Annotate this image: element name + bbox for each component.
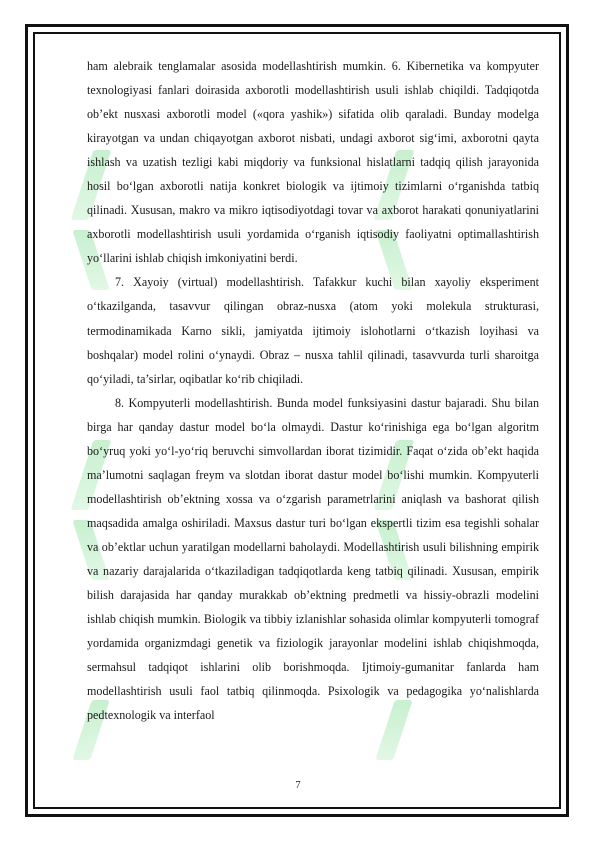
paragraph: ham alebraik tenglamalar asosida modellashtirish mumkin. 6. Kibernetika va kompyuter texnologiyasi fanlari doirasida axborotli modellashtirish usuli ishlab chiqildi. Tadqiqotda ob’ekt nusxasi axborotli model («qora yashik») sifatida olib qaraladi. Bunday modelga kirayotgan va undan chiqayotgan axborot nisbati, undagi axborot sig‘imi, axborotni qayta ishlash va uzatish tezligi kabi miqdoriy va funksional hislatlarni tadqiq qilish jarayonida hosil bo‘lgan axborotli natija konkret biologik va ijtimoiy tizimlarni o‘rganishda tatbiq qilinadi. Xususan, makro va mikro iqtisodiyotdagi tovar va axborot harakati qonuniyatlarini axborotli modellashtirish usuli yordamida o‘rganish iqtisodiy faoliyatni optimallashtirish yo‘llarini ishlab chiqish imkoniyatini berdi. — [87, 59, 539, 266]
page-number: 7 — [295, 780, 301, 791]
body-text — [87, 54, 539, 727]
paragraph: 7. Xayoiy (virtual) modellashtirish. Tafakkur kuchi bilan xayoliy eksperiment o‘tkazilganda, tasavvur qilingan obraz-nusxa (atom yoki molekula strukturasi, termodinamikada Karno sikli, jamiyatda ijtimoiy islohotlarni o‘tkazish loyihasi va boshqalar) model rolini o‘ynaydi. Obraz – nusxa tahlil qilinadi, tasavvurda turli sharoitga qo‘yiladi, ta’sirlar, oqibatlar ko‘rib chiqiladi. — [87, 275, 539, 386]
paragraph: 8. Kompyuterli modellashtirish. Bunda model funksiyasini dastur bajaradi. Shu bilan birga har qanday dastur model bo‘la olmaydi. Dastur ko‘rinishiga ega bo‘lgan algoritm bo‘yruq yoki yo‘l-yo‘riq beruvchi simvollardan iborat tizimidir. Faqat o‘zida ob’ekt haqida ma’lumotni saqlagan freym va slotdan iborat dastur model bo‘lishi mumkin. Kompyuterli modellashtirish ob’ektning xossa va o‘zgarish parametrlarini aniqlash va bashorat qilish maqsadida amalga oshiriladi. Maxsus dastur turi bo‘lgan ekspertli tizim esa tegishli sohalar va ob’ektlar uchun yaratilgan modellarni baholaydi. Modellashtirish usuli bilishning empirik va nazariy darajalarida o‘tkaziladigan tadqiqotlarda keng tatbiq qilinadi. Xususan, empirik bilish darajasida har qanday murakkab ob’ektning predmetli va hissiy-obrazli modelini ishlab chiqish mumkin. Biologik va tibbiy izlanishlar sohasida olimlar kompyuterli tomograf yordamida organizmdagi genetik va fiziologik jarayonlar modelini ishlab chiqishmoqda, sermahsul tadqiqot ishlarini olib borishmoqda. Ijtimoiy-gumanitar fanlarda ham modellashtirish usuli faol tatbiq qilinmoqda. Psixologik va pedagogika yo‘nalishlarda pedtexnologik va interfaol — [87, 395, 539, 723]
